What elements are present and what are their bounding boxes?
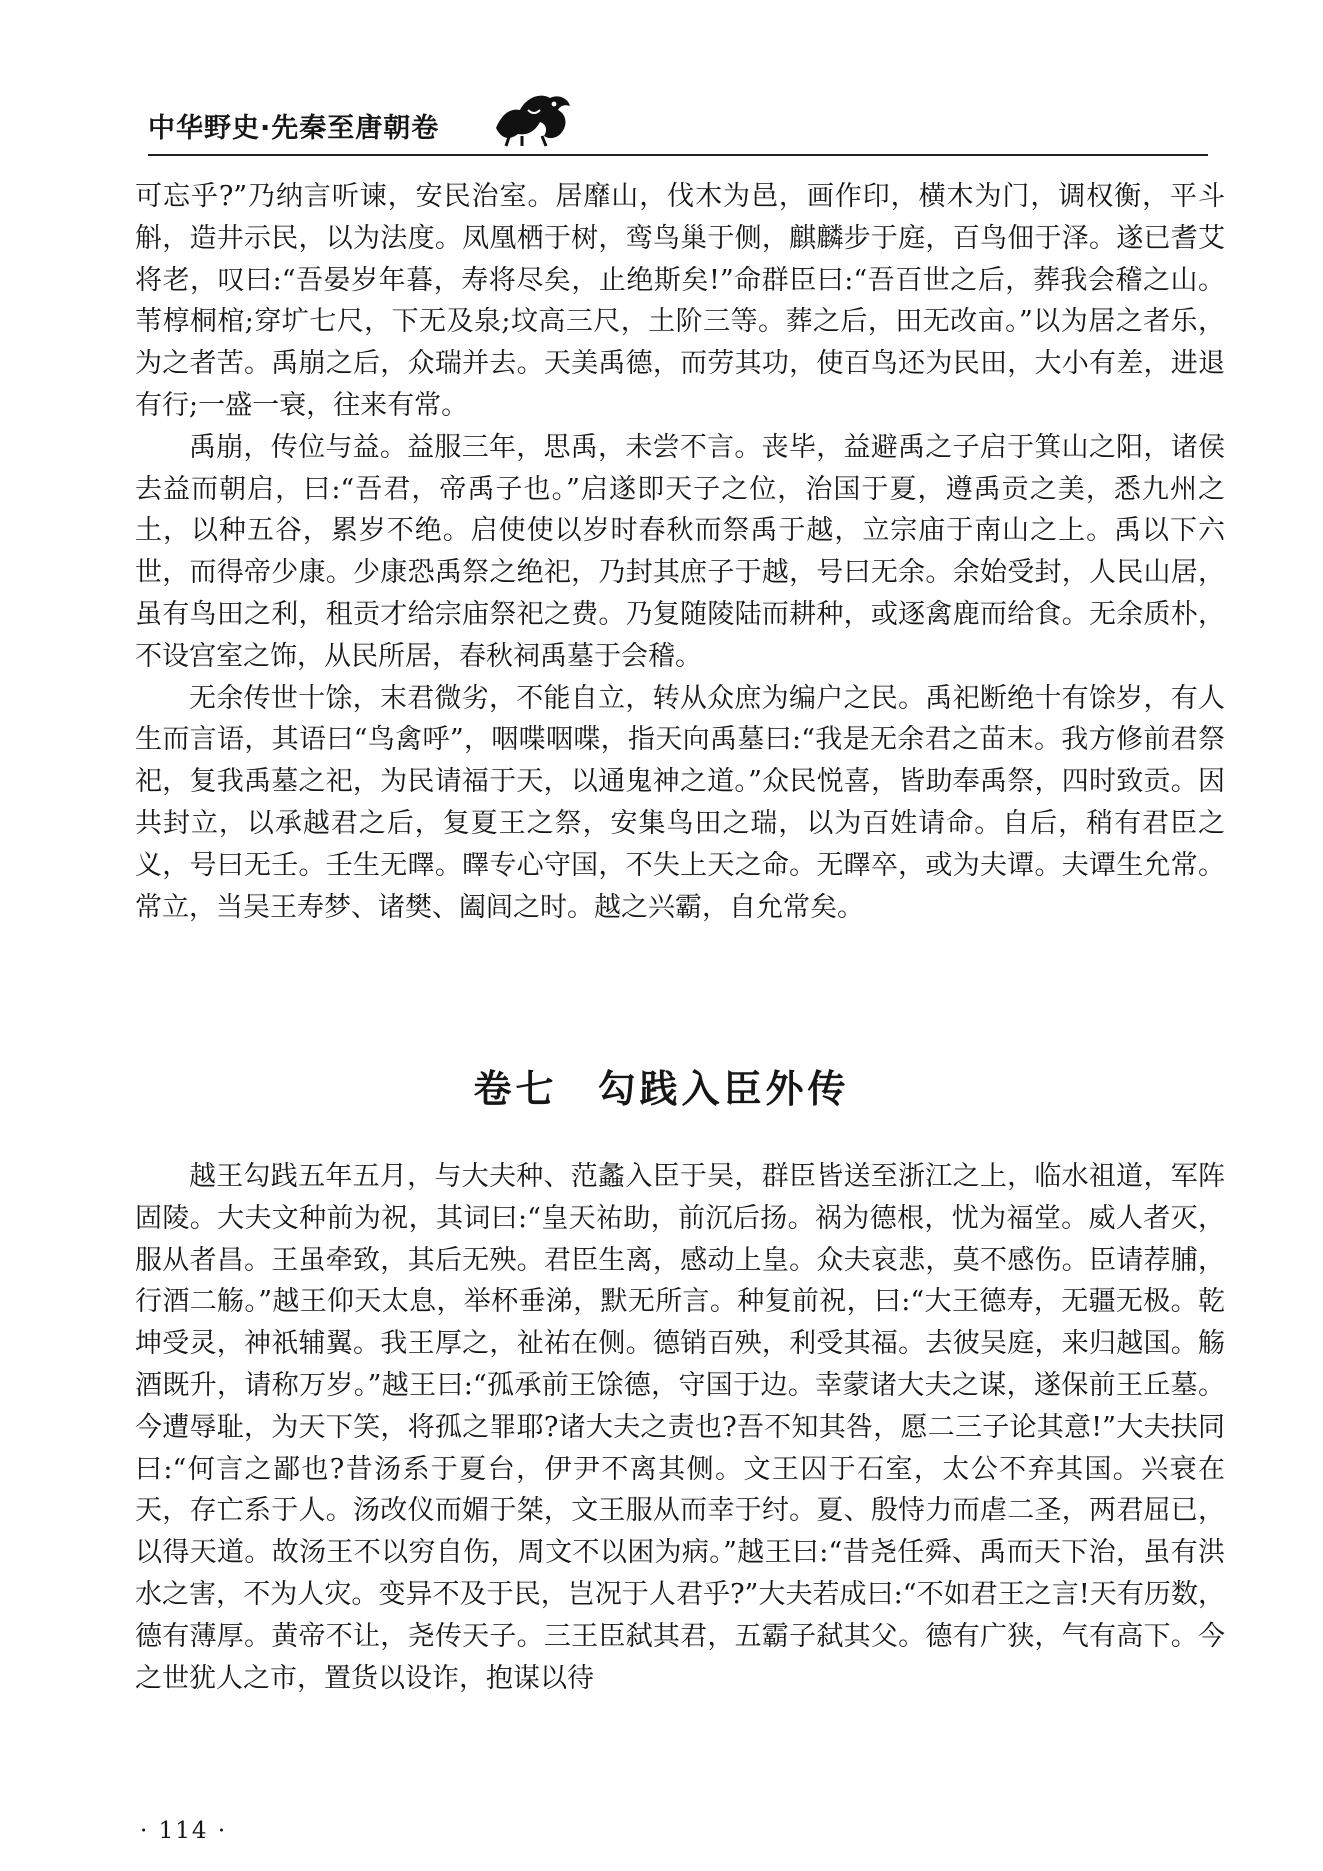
body-text-bottom bbox=[135, 1156, 1225, 1699]
chapter-heading bbox=[0, 1058, 1323, 1113]
body-text-top bbox=[135, 176, 1225, 928]
book-title: 中华野史·先秦至唐朝卷 bbox=[148, 113, 440, 144]
chapter-volume: 卷七 bbox=[473, 1067, 558, 1111]
paragraph: 越王勾践五年五月，与大夫种、范蠡入臣于吴，群臣皆送至浙江之上，临水祖道，军阵固陵。大夫文种前为祝，其词曰:“皇天祐助，前沉后扬。祸为德根，忧为福堂。威人者灭，服从者昌。王虽牵致，其后无殃。君臣生离，感动上皇。众夫哀悲，莫不感伤。臣请荐脯，行酒二觞。”越王仰天太息，举杯垂涕，默无所言。种复前祝，曰:“大王德寿，无疆无极。乾坤受灵，神祇辅翼。我王厚之，祉祐在侧。德销百殃，利受其福。去彼吴庭，来归越国。觞酒既升，请称万岁。”越王曰:“孤承前王馀德，守国于边。幸蒙诸大夫之谋，遂保前王丘墓。今遭辱耻，为天下笑，将孤之罪耶?诸大夫之责也?吾不知其咎，愿二三子论其意!”大夫扶同曰:“何言之鄙也?昔汤系于夏台，伊尹不离其侧。文王囚于石室，太公不弃其国。兴衰在天，存亡系于人。汤改仪而媚于桀，文王服从而幸于纣。夏、殷恃力而虐二圣，两君屈已，以得天道。故汤王不以穷自伤，周文不以困为病。”越王曰:“昔尧任舜、禹而天下治，虽有洪水之害，不为人灾。变异不及于民，岂况于人君乎?”大夫若成曰:“不如君王之言!天有历数，德有薄厚。黄帝不让，尧传天子。三王臣弑其君，五霸子弑其父。德有广狭，气有高下。今之世犹人之市，置货以设诈，抱谋以待 bbox=[135, 1161, 1225, 1694]
chapter-title: 勾践入臣外传 bbox=[597, 1067, 850, 1111]
header-divider bbox=[148, 154, 1208, 156]
paragraph: 无余传世十馀，末君微劣，不能自立，转从众庶为编户之民。禹祀断绝十有馀岁，有人生而言语，其语曰“鸟禽呼”，咽喋咽喋，指天向禹墓曰:“我是无余君之苗末。我方修前君祭祀，复我禹墓之祀，为民请福于天，以通鬼神之道。”众民悦喜，皆助奉禹祭，四时致贡。因共封立，以承越君之后，复夏王之祭，安集鸟田之瑞，以为百姓请命。自后，稍有君臣之义，号曰无壬。壬生无曎。曎专心守国，不失上天之命。无曎卒，或为夫谭。夫谭生允常。常立，当吴王寿梦、诸樊、阖闾之时。越之兴霸，自允常矣。 bbox=[135, 682, 1225, 923]
paragraph: 可忘乎?”乃纳言听谏，安民治室。居靡山，伐木为邑，画作印，横木为门，调权衡，平斗斛，造井示民，以为法度。凤凰栖于树，鸾鸟巢于侧，麒麟步于庭，百鸟佃于泽。遂已耆艾将老，叹曰:“吾晏岁年暮，寿将尽矣，止绝斯矣!”命群臣曰:“吾百世之后，葬我会稽之山。苇椁桐棺;穿圹七尺，下无及泉;坟高三尺，土阶三等。葬之后，田无改亩。”以为居之者乐，为之者苦。禹崩之后，众瑞并去。天美禹德，而劳其功，使百鸟还为民田，大小有差，进退有行;一盛一衰，往来有常。 bbox=[135, 181, 1225, 421]
running-header bbox=[148, 84, 1208, 162]
dragon-emblem-icon bbox=[488, 84, 578, 148]
paragraph: 禹崩，传位与益。益服三年，思禹，未尝不言。丧毕，益避禹之子启于箕山之阳，诸侯去益而朝启，曰:“吾君，帝禹子也。”启遂即天子之位，治国于夏，遵禹贡之美，悉九州之土，以种五谷，累岁不绝。启使使以岁时春秋而祭禹于越，立宗庙于南山之上。禹以下六世，而得帝少康。少康恐禹祭之绝祀，乃封其庶子于越，号曰无余。余始受封，人民山居，虽有鸟田之利，租贡才给宗庙祭祀之费。乃复随陵陆而耕种，或逐禽鹿而给食。无余质朴，不设宫室之饰，从民所居，春秋祠禹墓于会稽。 bbox=[135, 431, 1225, 672]
page-number: · 114 · bbox=[140, 1818, 228, 1844]
